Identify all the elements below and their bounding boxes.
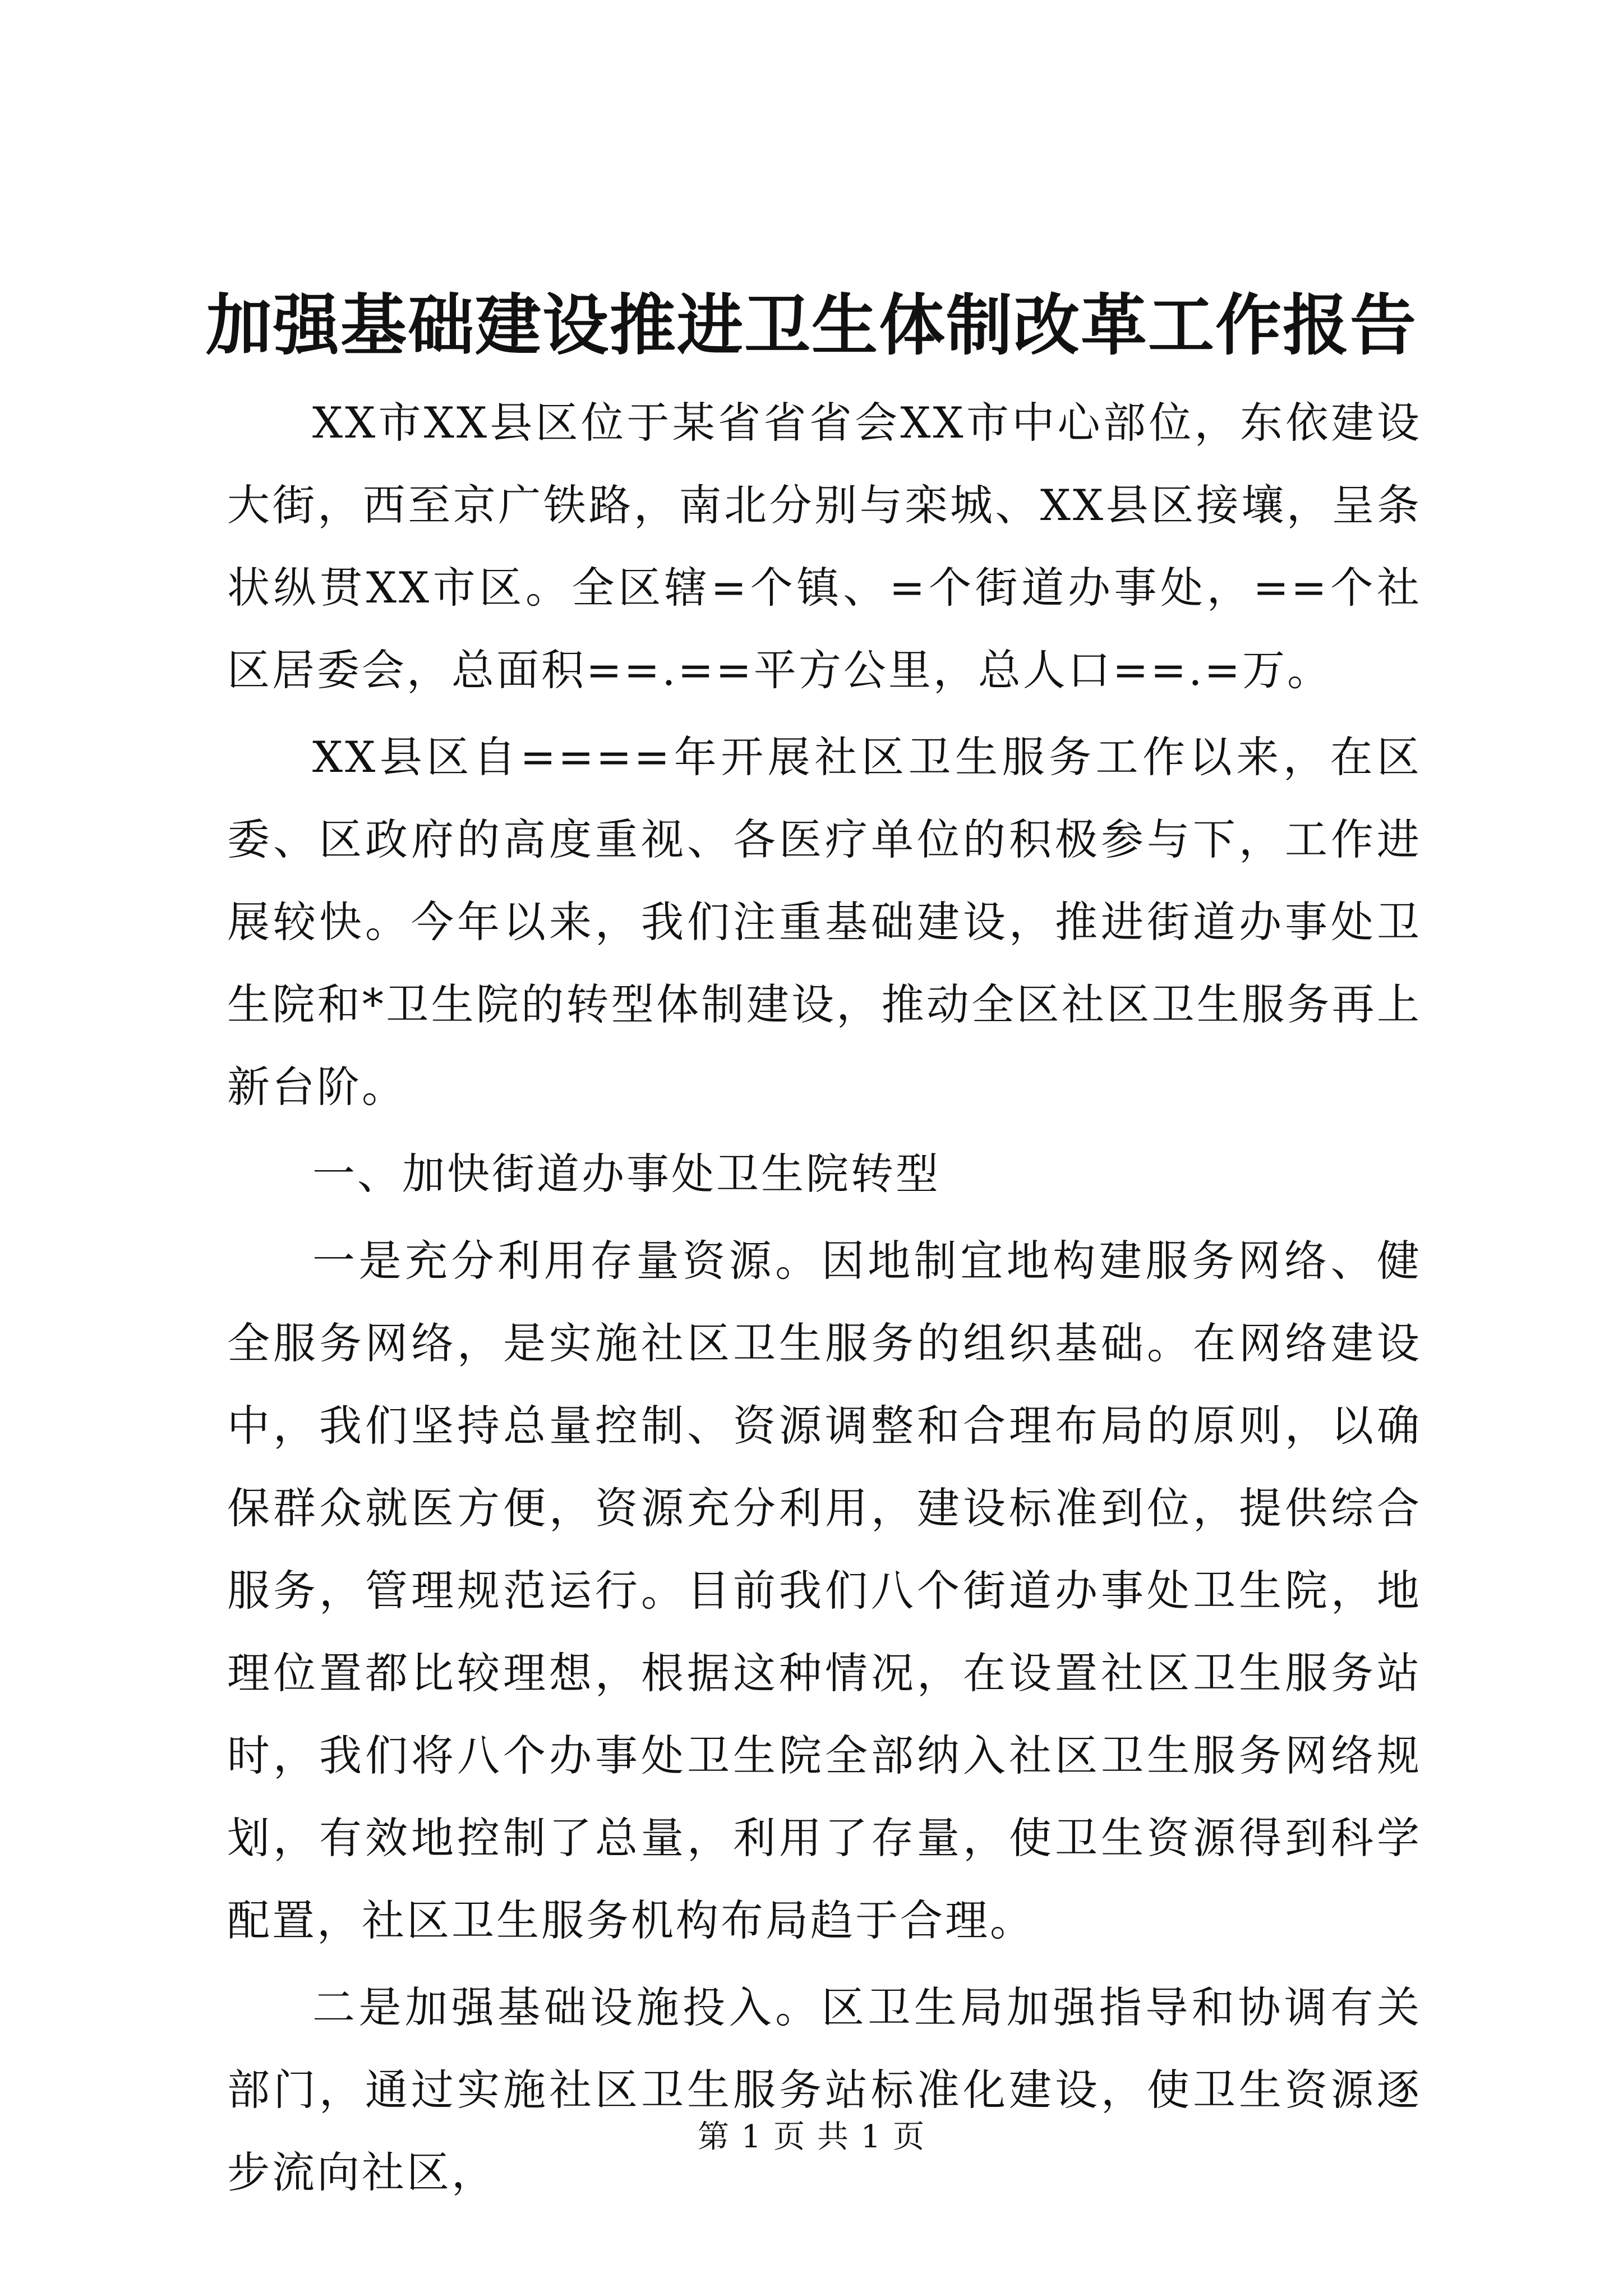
paragraph-overview: XX县区自====年开展社区卫生服务工作以来，在区委、区政府的高度重视、各医疗单位的积极参与下，工作进展较快。今年以来，我们注重基础建设，推进街道办事处卫生院和*卫生院的转型体制建设，推动全区社区卫生服务再上新台阶。 [227, 732, 1422, 1112]
section-heading-1: 一、加快街道办事处卫生院转型 [312, 1149, 940, 1199]
page-footer: 第 1 页 共 1 页 [697, 2119, 926, 2155]
paragraph-location: XX市XX县区位于某省省省会XX市中心部位，东依建设大街，西至京广铁路，南北分别与栾城、XX县区接壤，呈条状纵贯XX市区。全区辖=个镇、=个街道办事处，==个社区居委会，总面积==.==平方公里，总人口==.=万。 [227, 398, 1422, 695]
paragraph-infrastructure: 二是加强基础设施投入。区卫生局加强指导和协调有关部门，通过实施社区卫生服务站标准化建设，使卫生资源逐步流向社区， [227, 1982, 1422, 2197]
document-body [227, 381, 1422, 2218]
paragraph-resources: 一是充分利用存量资源。因地制宜地构建服务网络、健全服务网络，是实施社区卫生服务的组织基础。在网络建设中，我们坚持总量控制、资源调整和合理布局的原则，以确保群众就医方便，资源充分利用，建设标准到位，提供综合服务，管理规范运行。目前我们八个街道办事处卫生院，地理位置都比较理想，根据这种情况，在设置社区卫生服务站时，我们将八个办事处卫生院全部纳入社区卫生服务网络规划，有效地控制了总量，利用了存量，使卫生资源得到科学配置，社区卫生服务机构布局趋于合理。 [227, 1236, 1422, 1945]
document-title: 加强基础建设推进卫生体制改革工作报告 [205, 286, 1417, 364]
